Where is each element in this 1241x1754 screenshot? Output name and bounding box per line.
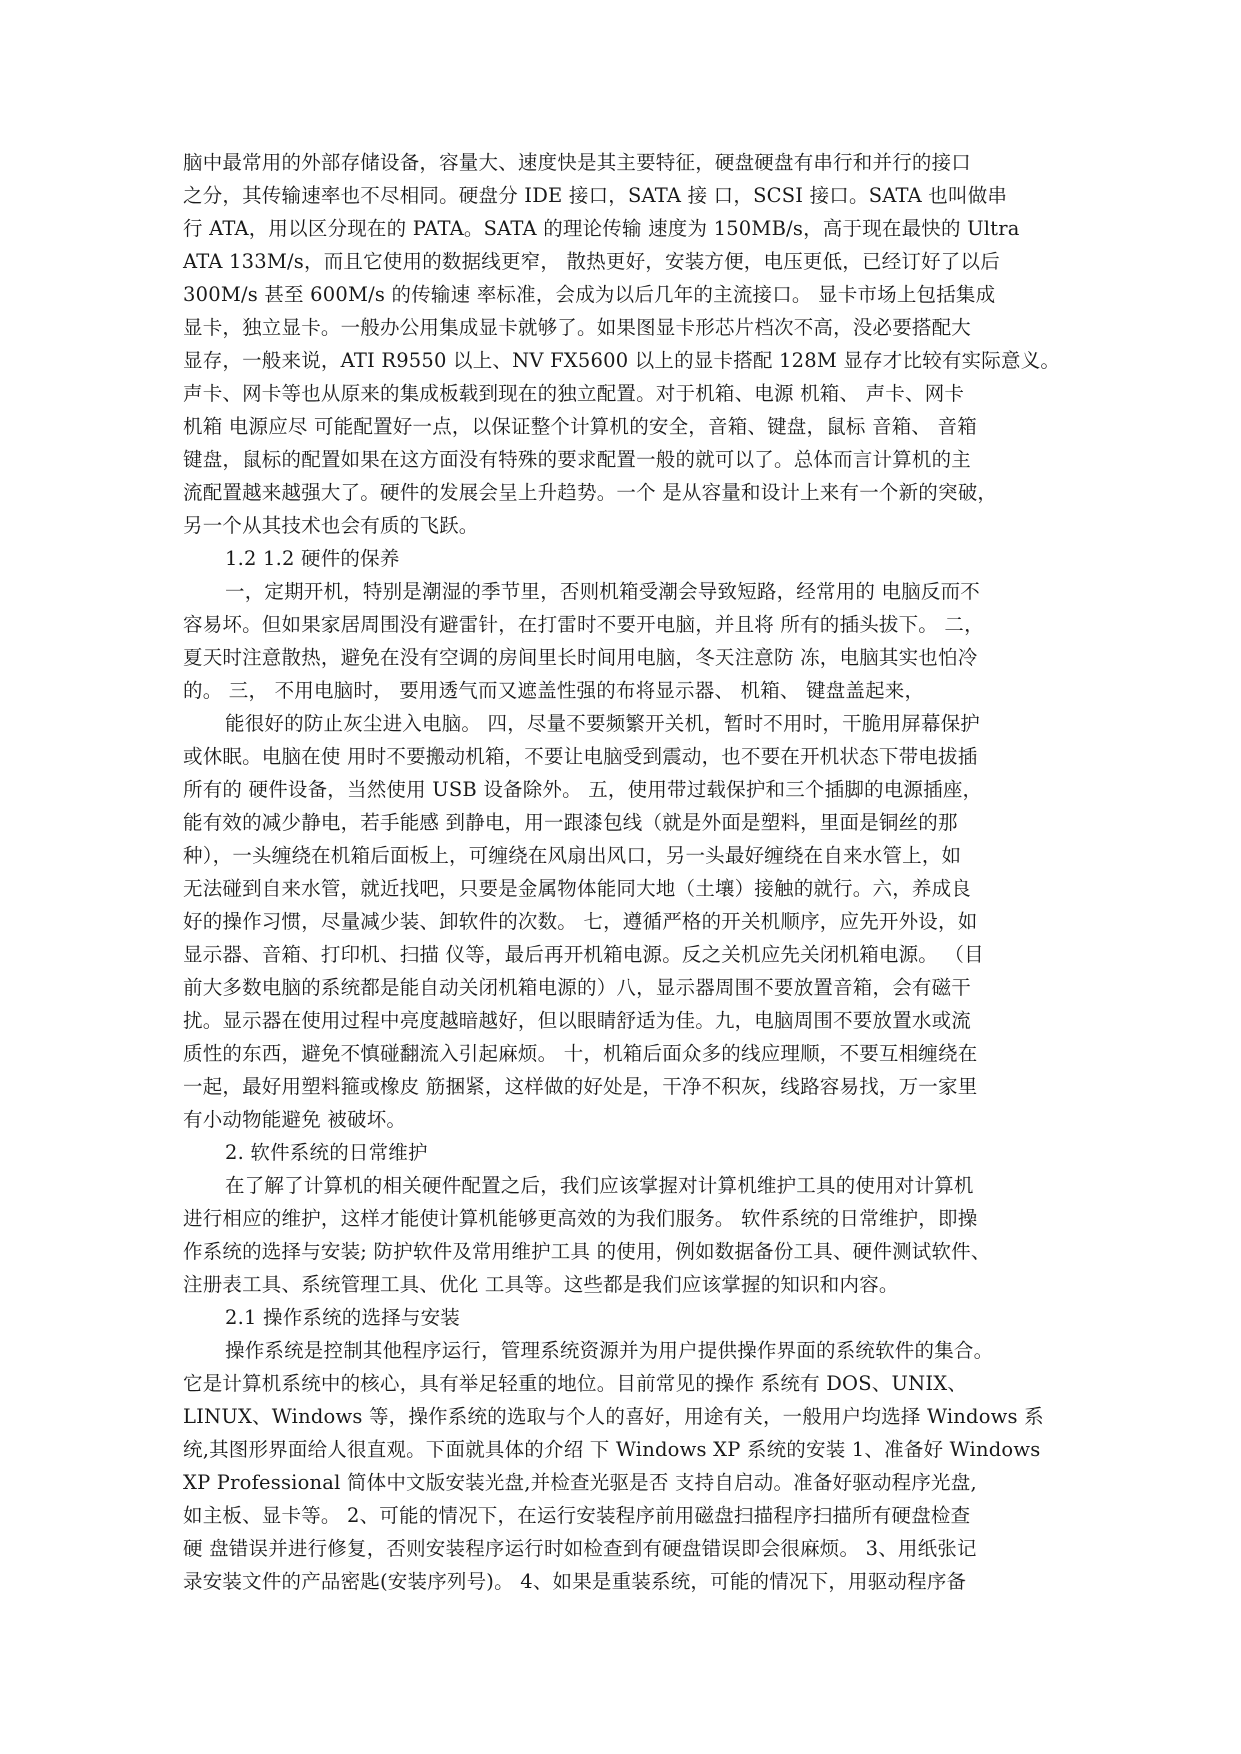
text-line: 显卡，独立显卡。一般办公用集成显卡就够了。如果图显卡形芯片档次不高，没必要搭配大 <box>183 316 972 339</box>
text-line: 夏天时注意散热，避免在没有空调的房间里长时间用电脑，冬天注意防 冻，电脑其实也怕冷 <box>183 646 978 669</box>
text-line: 无法碰到自来水管，就近找吧，只要是金属物体能同大地（土壤）接触的就行。六，养成良 <box>183 877 972 900</box>
text-line: 容易坏。但如果家居周围没有避雷针，在打雷时不要开电脑，并且将 所有的插头拔下。 二， <box>183 613 984 636</box>
text-line: 一，定期开机，特别是潮湿的季节里，否则机箱受潮会导致短路，经常用的 电脑反而不 <box>225 580 980 603</box>
text-line: 之分，其传输速率也不尽相同。硬盘分 IDE 接口，SATA 接 口，SCSI 接口。SATA 也叫做串 <box>183 184 1008 207</box>
text-line: 操作系统是控制其他程序运行，管理系统资源并为用户提供操作界面的系统软件的集合。 <box>225 1339 994 1362</box>
text-line: 行 ATA，用以区分现在的 PATA。SATA 的理论传输 速度为 150MB/s，高于现在最快的 Ultra <box>183 217 1020 240</box>
text-line: 在了解了计算机的相关硬件配置之后，我们应该掌握对计算机维护工具的使用对计算机 <box>225 1174 974 1197</box>
text-line: 扰。显示器在使用过程中亮度越暗越好，但以眼睛舒适为佳。九，电脑周围不要放置水或流 <box>183 1009 972 1032</box>
document-body <box>183 146 1063 1598</box>
text-line: 能很好的防止灰尘进入电脑。 四，尽量不要频繁开关机，暂时不用时，干脆用屏幕保护 <box>225 712 980 735</box>
text-line: 键盘，鼠标的配置如果在这方面没有特殊的要求配置一般的就可以了。总体而言计算机的主 <box>183 448 972 471</box>
text-line: 2.1 操作系统的选择与安装 <box>225 1306 461 1329</box>
text-line: 进行相应的维护，这样才能使计算机能够更高效的为我们服务。 软件系统的日常维护，即操 <box>183 1207 978 1230</box>
text-line: 流配置越来越强大了。硬件的发展会呈上升趋势。一个 是从容量和设计上来有一个新的突破， <box>183 481 998 504</box>
text-line: 作系统的选择与安装; 防护软件及常用维护工具 的使用，例如数据备份工具、硬件测试软件、 <box>183 1240 991 1263</box>
text-line: 好的操作习惯，尽量减少装、卸软件的次数。 七，遵循严格的开关机顺序，应先开外设，如 <box>183 910 978 933</box>
text-line: 另一个从其技术也会有质的飞跃。 <box>183 514 479 537</box>
text-line: 如主板、显卡等。 2、可能的情况下，在运行安装程序前用磁盘扫描程序扫描所有硬盘检查 <box>183 1504 971 1527</box>
text-line: 录安装文件的产品密匙(安装序列号)。 4、如果是重装系统，可能的情况下，用驱动程序备 <box>183 1570 967 1593</box>
text-line: 2. 软件系统的日常维护 <box>225 1141 428 1164</box>
text-line: XP Professional 简体中文版安装光盘,并检查光驱是否 支持自启动。准备好驱动程序光盘, <box>183 1471 977 1494</box>
text-line: 所有的 硬件设备，当然使用 USB 设备除外。 五，使用带过载保护和三个插脚的电源插座， <box>183 778 983 801</box>
text-line: 的。 三， 不用电脑时， 要用透气而又遮盖性强的布将显示器、 机箱、 键盘盖起来， <box>183 679 925 702</box>
text-line: 一起，最好用塑料箍或橡皮 筋捆紧，这样做的好处是，干净不积灰，线路容易找，万一家里 <box>183 1075 978 1098</box>
text-line: 机箱 电源应尽 可能配置好一点，以保证整个计算机的安全，音箱、键盘，鼠标 音箱、 音箱 <box>183 415 977 438</box>
text-line: 硬 盘错误并进行修复，否则安装程序运行时如检查到有硬盘错误即会很麻烦。 3、用纸张记 <box>183 1537 977 1560</box>
text-line: 或休眠。电脑在使 用时不要搬动机箱，不要让电脑受到震动，也不要在开机状态下带电拔插 <box>183 745 978 768</box>
text-line: ATA 133M/s，而且它使用的数据线更窄， 散热更好，安装方便，电压更低，已经订好了以后 <box>183 250 1000 273</box>
text-line: 声卡、网卡等也从原来的集成板载到现在的独立配置。对于机箱、电源 机箱、 声卡、网卡 <box>183 382 965 405</box>
text-line: 有小动物能避免 被破坏。 <box>183 1108 407 1131</box>
text-line: 300M/s 甚至 600M/s 的传输速 率标准，会成为以后几年的主流接口。 显卡市场上包括集成 <box>183 283 996 306</box>
text-line: 统,其图形界面给人很直观。下面就具体的介绍 下 Windows XP 系统的安装 1、准备好 Windows <box>183 1438 1041 1461</box>
text-line: 种），一头缠绕在机箱后面板上，可缠绕在风扇出风口，另一头最好缠绕在自来水管上，如 <box>183 844 962 867</box>
text-line: 注册表工具、系统管理工具、优化 工具等。这些都是我们应该掌握的知识和内容。 <box>183 1273 899 1296</box>
text-line: 显存，一般来说，ATI R9550 以上、NV FX5600 以上的显卡搭配 128M 显存才比较有实际意义。 <box>183 349 1061 372</box>
text-line: 1.2 1.2 硬件的保养 <box>225 547 400 570</box>
text-line: 前大多数电脑的系统都是能自动关闭机箱电源的）八，显示器周围不要放置音箱，会有磁干 <box>183 976 972 999</box>
text-line: LINUX、Windows 等，操作系统的选取与个人的喜好，用途有关，一般用户均选择 Windows 系 <box>183 1405 1044 1428</box>
text-line: 脑中最常用的外部存储设备，容量大、速度快是其主要特征，硬盘硬盘有串行和并行的接口 <box>183 151 972 174</box>
text-line: 它是计算机系统中的核心，具有举足轻重的地位。目前常见的操作 系统有 DOS、UNIX、 <box>183 1372 968 1395</box>
text-line: 能有效的减少静电，若手能感 到静电，用一跟漆包线（就是外面是塑料，里面是铜丝的那 <box>183 811 958 834</box>
text-line: 显示器、音箱、打印机、扫描 仪等，最后再开机箱电源。反之关机应先关闭机箱电源。 （目 <box>183 943 984 966</box>
text-line: 质性的东西，避免不慎碰翻流入引起麻烦。 十，机箱后面众多的线应理顺，不要互相缠绕在 <box>183 1042 978 1065</box>
